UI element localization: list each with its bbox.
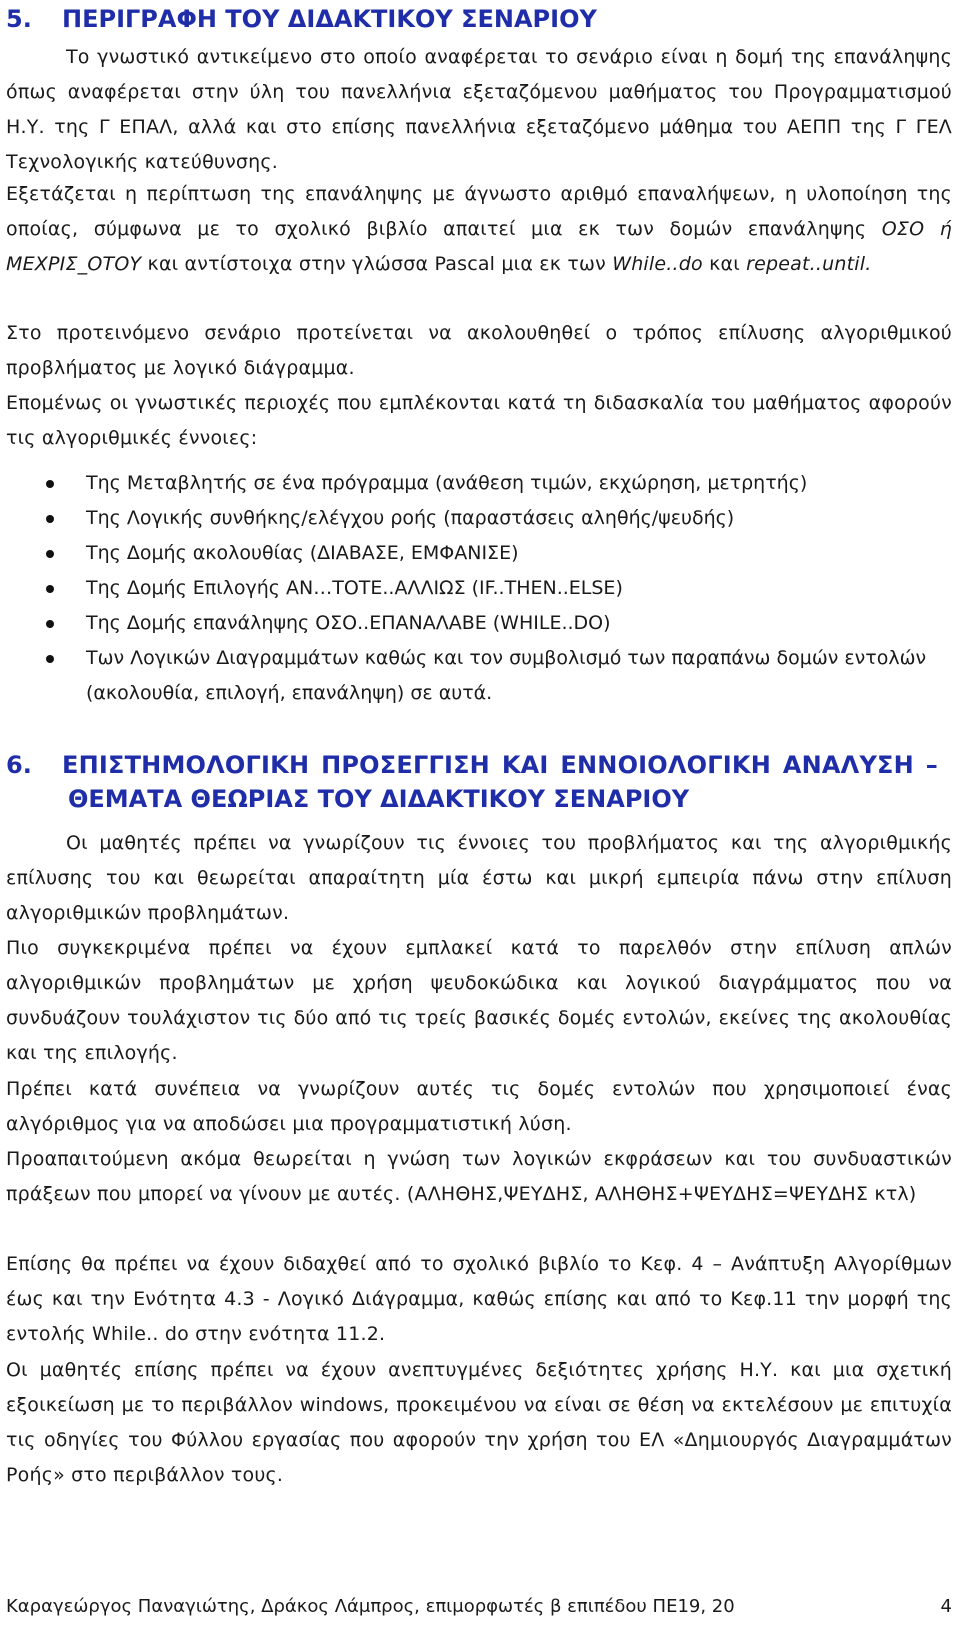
footer-authors: Καραγεώργος Παναγιώτης, Δράκος Λάμπρος, επιμορφωτές β επιπέδου ΠΕ19, 20 [6,1596,735,1617]
section-5-heading [6,2,597,36]
section-6-paragraph-2: Πιο συγκεκριμένα πρέπει να έχουν εμπλακεί κατά το παρελθόν στην επίλυση απλών αλγοριθμικών προβλημάτων με χρήση ψευδοκώδικα και λογικού διαγράμματος που να συνδυάζουν τουλάχιστον τις δύο από τις τρείς βασικές δομές εντολών, εκείνες της ακολουθίας και της επιλογής. [6,937,952,1064]
list-item [0,606,950,641]
section-5-paragraph-2 [6,177,952,282]
section-5-paragraph-4: Επομένως οι γνωστικές περιοχές που εμπλέκονται κατά τη διδασκαλία του μαθήματος αφορούν τις αλγοριθμικές έννοιες: [6,392,952,449]
bullet-icon [46,550,54,558]
list-item [0,641,950,711]
p2-while-do: While..do [612,253,703,275]
bullet-icon [46,480,54,488]
section-5-paragraph-1: Το γνωστικό αντικείμενο στο οποίο αναφέρεται το σενάριο είναι η δομή της επανάληψης όπως αναφέρεται στην ύλη του πανελλήνια εξεταζόμενου μαθήματος του Προγραμματισμού Η.Υ. της Γ ΕΠΑΛ, αλλά και στο επίσης πανελλήνια εξεταζόμενο μάθημα του ΑΕΠΠ της Γ ΓΕΛ Τεχνολογικής κατεύθυνσης. [6,46,952,173]
section-5-paragraph-3: Στο προτεινόμενο σενάριο προτείνεται να ακολουθηθεί ο τρόπος επίλυσης αλγοριθμικού προβλήματος με λογικό διάγραμμα. [6,322,952,379]
p2-text-e: και [702,253,747,275]
section-5-number: 5. [6,5,32,33]
list-item-text: Της Μεταβλητής σε ένα πρόγραμμα (ανάθεση τιμών, εκχώρηση, μετρητής) [86,472,808,494]
list-item [0,571,950,606]
section-6-paragraph-5: Επίσης θα πρέπει να έχουν διδαχθεί από το σχολικό βιβλίο το Κεφ. 4 – Ανάπτυξη Αλγορίθμων έως και την Ενότητα 4.3 - Λογικό Διάγραμμα, καθώς επίσης και από το Κεφ.11 την μορφή της εντολής While.. do στην ενότητα 11.2. [6,1253,952,1345]
p2-repeat-until: repeat..until. [746,253,872,275]
concept-bullet-list [0,466,950,711]
page-footer [6,1596,952,1617]
page-number: 4 [940,1596,952,1617]
list-item [0,466,950,501]
list-item-text: Της Δομής επανάληψης ΟΣΟ..ΕΠΑΝΑΛΑΒΕ (WHILE..DO) [86,612,611,634]
list-item-text: Της Λογικής συνθήκης/ελέγχου ροής (παραστάσεις αληθής/ψευδής) [86,507,735,529]
section-6-title-line-1: ΕΠΙΣΤΗΜΟΛΟΓΙΚΗ ΠΡΟΣΕΓΓΙΣΗ ΚΑΙ ΕΝΝΟΙΟΛΟΓΙΚΗ ΑΝΑΛΥΣΗ – [62,751,938,779]
section-6-paragraph-3: Πρέπει κατά συνέπεια να γνωρίζουν αυτές τις δομές εντολών που χρησιμοποιεί ένας αλγόριθμος για να αποδώσει μια προγραμματιστική λύση. [6,1078,952,1135]
section-5-title: ΠΕΡΙΓΡΑΦΗ ΤΟΥ ΔΙΔΑΚΤΙΚΟΥ ΣΕΝΑΡΙΟΥ [62,5,597,33]
list-item-text: Των Λογικών Διαγραμμάτων καθώς και τον συμβολισμό των παραπάνω δομών εντολών (ακολουθία, επιλογή, επανάληψη) σε αυτά. [86,647,927,704]
section-6-title-line-2: ΘΕΜΑΤΑ ΘΕΩΡΙΑΣ ΤΟΥ ΔΙΔΑΚΤΙΚΟΥ ΣΕΝΑΡΙΟΥ [68,785,690,813]
list-item-text: Της Δομής ακολουθίας (ΔΙΑΒΑΣΕ, ΕΜΦΑΝΙΣΕ) [86,542,519,564]
p2-text-c: και αντίστοιχα στην γλώσσα Pascal μια εκ των [141,253,613,275]
list-item [0,536,950,571]
section-6-paragraph-1: Οι μαθητές πρέπει να γνωρίζουν τις έννοιες του προβλήματος και της αλγοριθμικής επίλυσης του και θεωρείται απαραίτητη μία έστω και μικρή εμπειρία πάνω στην επίλυση αλγοριθμικών προβλημάτων. [6,832,952,924]
bullet-icon [46,655,54,663]
p2-structures-italic: ΟΣΟ ή ΜΕΧΡΙΣ_ΟΤΟΥ [6,218,952,275]
bullet-icon [46,515,54,523]
bullet-icon [46,620,54,628]
p2-text-a: Εξετάζεται η περίπτωση της επανάληψης με άγνωστο αριθμό επαναλήψεων, η υλοποίηση της οποίας, σύμφωνα με το σχολικό βιβλίο απαιτεί μια εκ των δομών επανάληψης [6,183,952,240]
section-6-paragraph-4: Προαπαιτούμενη ακόμα θεωρείται η γνώση των λογικών εκφράσεων και του συνδυαστικών πράξεων που μπορεί να γίνουν με αυτές. (ΑΛΗΘΗΣ,ΨΕΥΔΗΣ, ΑΛΗΘΗΣ+ΨΕΥΔΗΣ=ΨΕΥΔΗΣ κτλ) [6,1148,952,1205]
list-item [0,501,950,536]
section-6-number: 6. [6,751,32,779]
list-item-text: Της Δομής Επιλογής ΑΝ…ΤΟΤΕ..ΑΛΛΙΩΣ (IF..THEN..ELSE) [86,577,623,599]
section-6-paragraph-6: Οι μαθητές επίσης πρέπει να έχουν ανεπτυγμένες δεξιότητες χρήσης Η.Υ. και μια σχετική εξοικείωση με το περιβάλλον windows, προκειμένου να είναι σε θέση να εκτελέσουν με επιτυχία τις οδηγίες του Φύλλου εργασίας που αφορούν την χρήση του ΕΛ «Δημιουργός Διαγραμμάτων Ροής» στο περιβάλλον τους. [6,1359,952,1486]
section-6-heading [6,748,950,816]
bullet-icon [46,585,54,593]
